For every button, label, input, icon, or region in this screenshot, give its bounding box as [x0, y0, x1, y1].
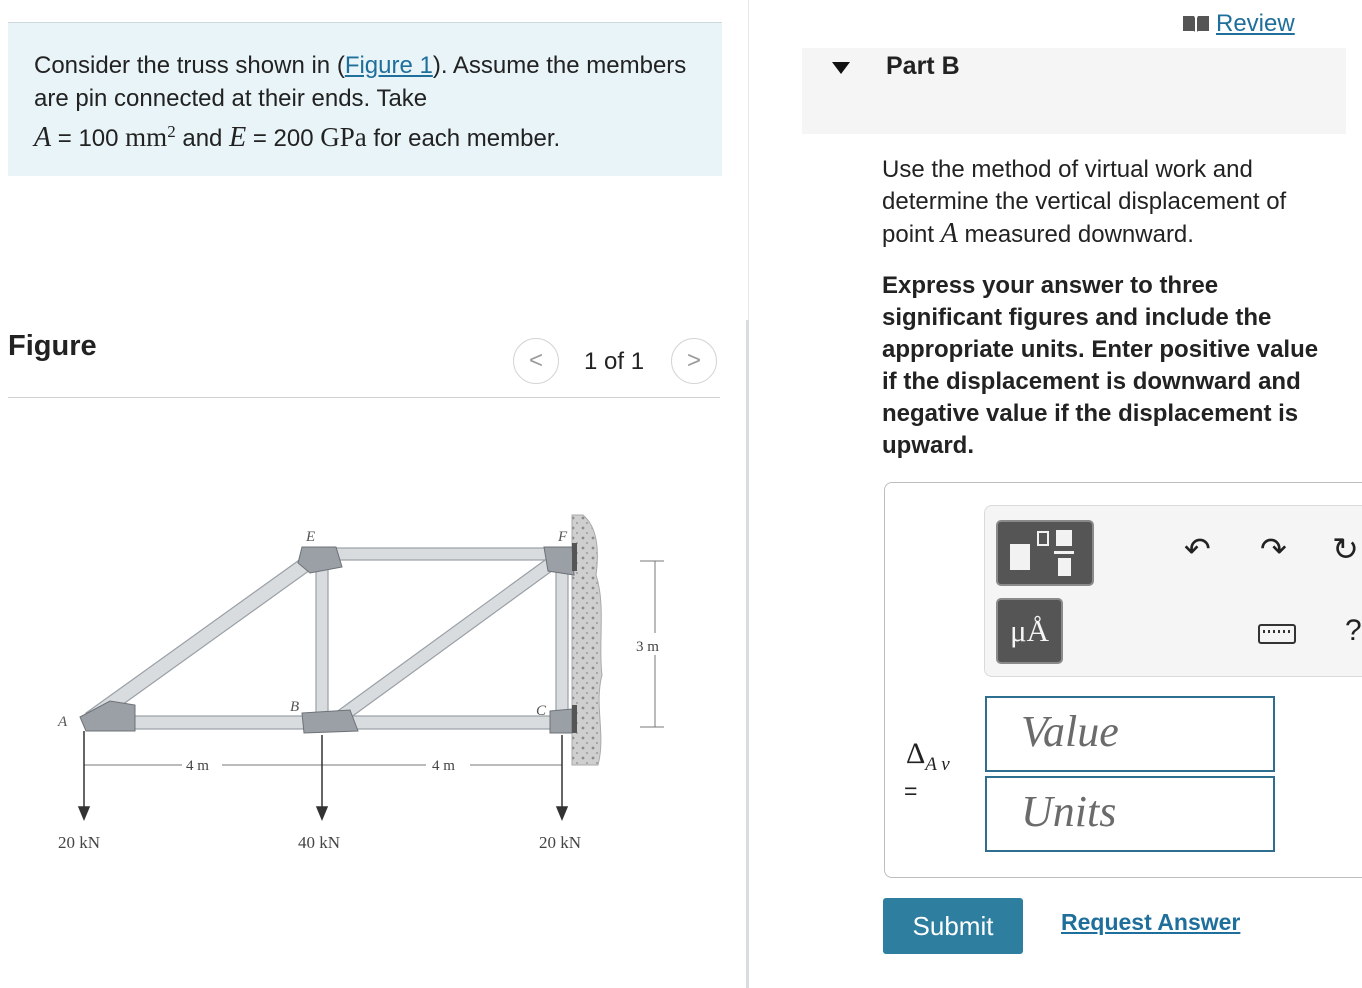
gusset-A [80, 701, 135, 731]
load-arrow-C-head [557, 807, 567, 819]
pane-divider-top [748, 0, 749, 320]
node-label-C: C [536, 703, 547, 719]
units-button-label: μÅ [1009, 613, 1049, 648]
help-icon[interactable]: ? [1345, 614, 1362, 647]
previous-figure-button[interactable] [513, 338, 559, 384]
book-icon [1182, 14, 1210, 34]
member-EF [308, 548, 562, 560]
pane-divider[interactable] [746, 320, 749, 988]
truss-figure [50, 505, 690, 865]
answer-instruction: Express your answer to three significant figures and include the appropriate units. Enter positive value if the displacement is downward and negative value if the displacement is upward. [882, 272, 1319, 459]
gusset-E [298, 547, 342, 573]
keyboard-icon[interactable] [1258, 624, 1296, 644]
request-answer-link[interactable]: Request Answer [1061, 909, 1241, 935]
problem-statement [8, 22, 722, 176]
question-prefix: Use the method of virtual work and determine the vertical displacement of point [882, 156, 1287, 248]
part-title: Part B [886, 52, 960, 80]
load-label-A: 20 kN [58, 833, 101, 852]
figure-pager-label: 1 of 1 [584, 348, 645, 375]
modulus-symbol: E [229, 122, 247, 153]
next-figure-button[interactable] [671, 338, 717, 384]
member-AE [86, 548, 324, 725]
question-text [882, 154, 1332, 251]
member-BF [335, 555, 560, 723]
area-exponent: 2 [167, 122, 176, 141]
dim-label-height: 3 m [636, 639, 659, 655]
question-suffix: measured downward. [957, 221, 1194, 248]
chevron-right-icon: > [686, 347, 701, 374]
member-BE [316, 557, 328, 719]
chevron-left-icon: < [528, 347, 543, 374]
review-label: Review [1216, 10, 1295, 37]
delta-symbol: Δ [906, 737, 926, 770]
node-label-F: F [558, 529, 568, 545]
fraction-template-icon [998, 522, 1092, 584]
figure-divider [8, 397, 720, 398]
units-input[interactable]: Units [985, 776, 1275, 852]
member-CF [556, 557, 568, 719]
gusset-B [302, 710, 358, 733]
node-label-B: B [290, 699, 300, 715]
problem-text: Consider the truss shown in ( [34, 52, 345, 79]
question-point: A [940, 218, 958, 249]
value-input[interactable]: Value [985, 696, 1275, 772]
and-text: and [175, 125, 230, 152]
submit-button[interactable]: Submit [883, 898, 1023, 954]
units-button[interactable] [996, 598, 1063, 664]
figure-link[interactable]: Figure 1 [344, 52, 433, 79]
delta-subscript: A v [925, 754, 950, 775]
undo-icon[interactable]: ↶ [1184, 531, 1211, 567]
load-arrow-B-head [317, 807, 327, 819]
caret-down-icon[interactable] [832, 62, 850, 74]
support-pin-F [572, 543, 577, 571]
part-header[interactable] [802, 48, 1346, 134]
load-label-B: 40 kN [298, 833, 341, 852]
review-link[interactable] [1182, 10, 1295, 38]
area-symbol: A [34, 122, 52, 153]
gusset-F [544, 547, 574, 575]
area-unit: mm [125, 122, 168, 152]
modulus-unit: GPa [320, 122, 367, 152]
node-label-E: E [306, 529, 316, 545]
node-label-A: A [58, 714, 68, 730]
templates-button[interactable] [996, 520, 1094, 586]
dim-label-right: 4 m [432, 758, 455, 774]
dim-label-left: 4 m [186, 758, 209, 774]
support-roller-C [572, 705, 577, 733]
redo-icon[interactable]: ↷ [1260, 531, 1287, 567]
answer-variable-label [906, 737, 950, 776]
equals-sign: = [904, 778, 918, 804]
figure-heading: Figure [8, 330, 97, 362]
modulus-value: = 200 [246, 125, 321, 152]
problem-text-2: ). Assume the members are pin connected at their ends. Take [34, 52, 687, 112]
gusset-C [550, 709, 572, 733]
tail-text: for each member. [366, 125, 561, 152]
load-label-C: 20 kN [539, 833, 582, 852]
load-arrow-A-head [79, 807, 89, 819]
area-value: = 100 [51, 125, 126, 152]
reset-icon[interactable]: ↻ [1332, 531, 1359, 567]
